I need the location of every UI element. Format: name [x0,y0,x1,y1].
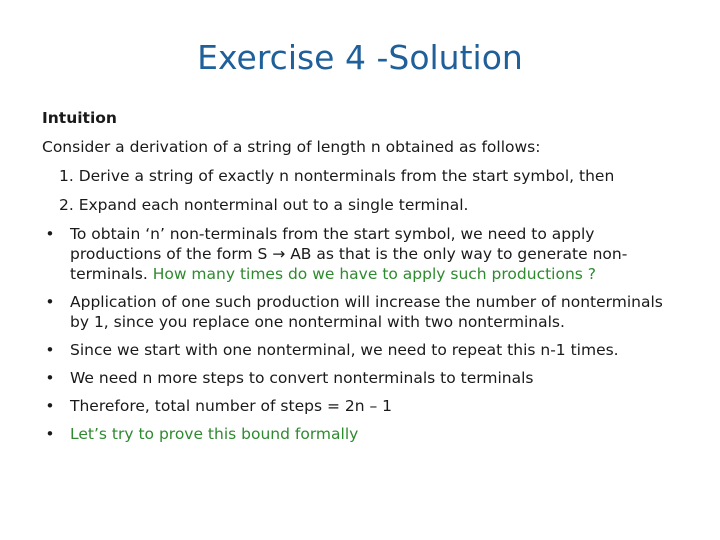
bullet-text: Application of one such production will increase the number of nonterminals by 1, since you replace one nonterminal with two nonterminals. [70,293,663,331]
bullet-list [42,224,682,444]
step-item: 1. Derive a string of exactly n nonterminals from the start symbol, then [59,167,615,185]
bullet-item [42,396,682,416]
intro-text: Consider a derivation of a string of length n obtained as follows: [42,138,541,156]
bullet-item [42,224,682,284]
subheading: Intuition [42,109,117,127]
bullet-highlight: Let’s try to prove this bound formally [70,425,359,443]
bullet-icon: • [45,425,55,443]
bullet-highlight: How many times do we have to apply such productions ? [152,265,597,283]
bullet-icon: • [45,341,55,359]
bullet-text: Since we start with one nonterminal, we need to repeat this n-1 times. [70,341,619,359]
bullet-item [42,340,682,360]
bullet-text: We need n more steps to convert nonterminals to terminals [70,369,534,387]
slide-title: Exercise 4 -Solution [197,38,523,77]
bullet-icon: • [45,397,55,415]
bullet-item [42,424,682,444]
bullet-icon: • [45,369,55,387]
bullet-item [42,292,682,332]
bullet-item [42,368,682,388]
slide-body [42,108,682,452]
bullet-text: To obtain ‘n’ non-terminals from the start symbol, we need to apply productions of the form S → AB as that is the only way to generate non-terminals. [70,225,628,283]
steps-list [42,166,682,215]
bullet-icon: • [45,293,55,311]
bullet-icon: • [45,225,55,243]
bullet-text: Therefore, total number of steps = 2n – 1 [70,397,393,415]
step-item: 2. Expand each nonterminal out to a single terminal. [59,196,469,214]
